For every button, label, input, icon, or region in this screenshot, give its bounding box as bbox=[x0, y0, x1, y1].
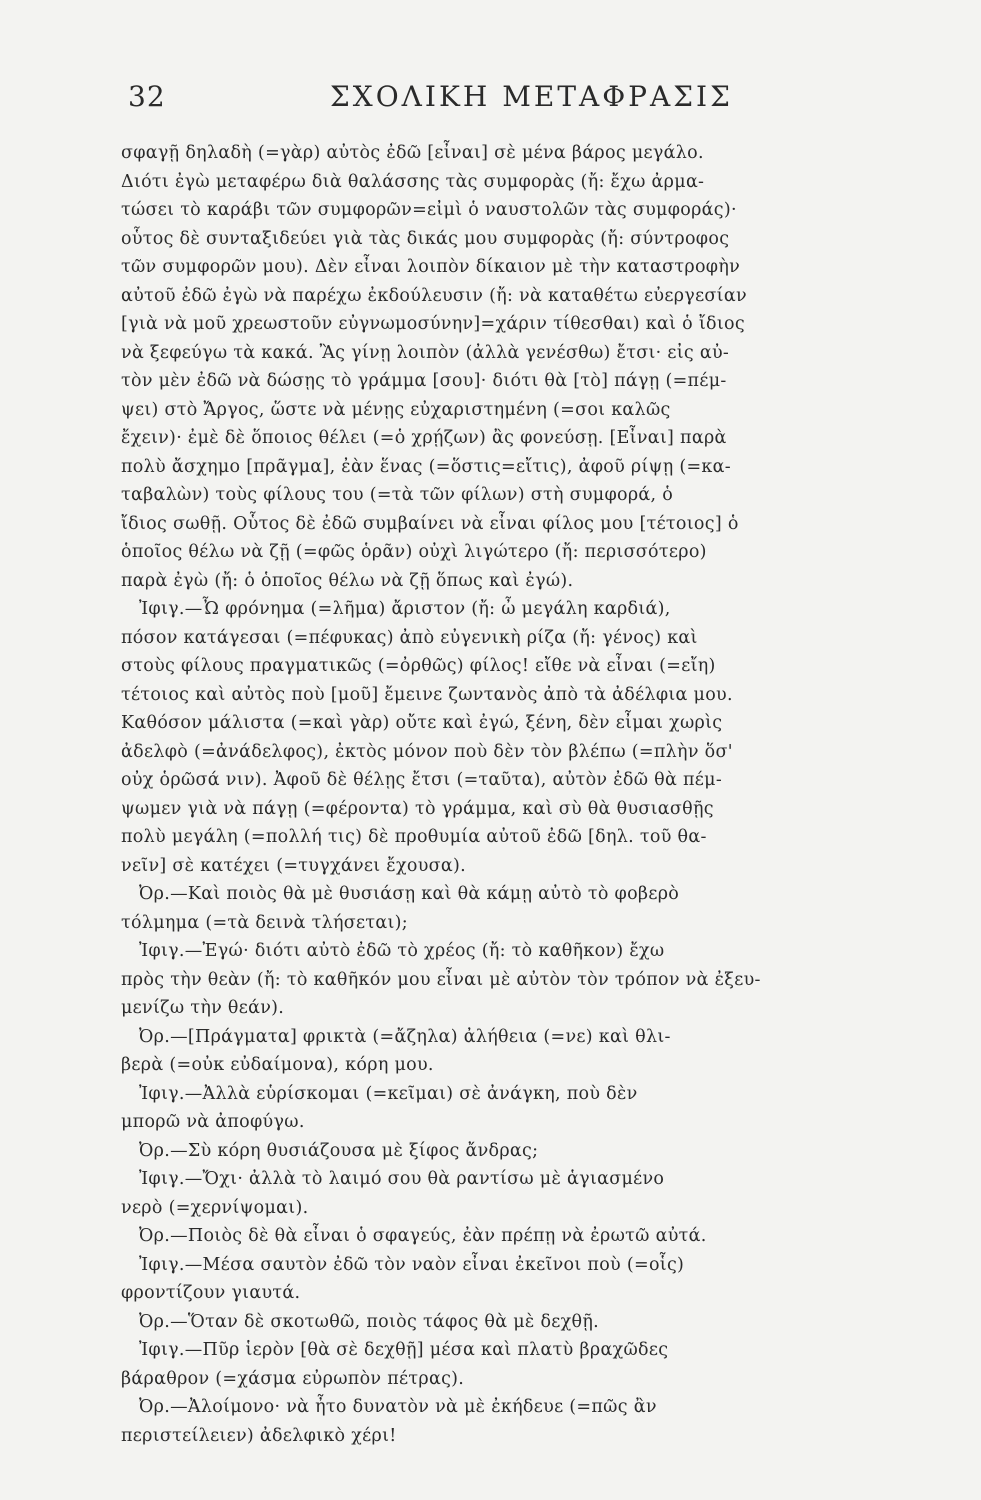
text-line: τόλμημα (=τὰ δεινὰ τλήσεται); bbox=[121, 912, 409, 933]
dialogue-line: Ὀρ.—Ἀλοίμονο· νὰ ἦτο δυνατὸν νὰ μὲ ἐκήδευε (=πῶς ἂν bbox=[139, 1397, 657, 1417]
text-line: ψει) στὸ Ἄργος, ὥστε νὰ μένῃς εὐχαριστημένη (=σοι καλῶς bbox=[121, 399, 671, 420]
text-line: μενίζω τὴν θεάν). bbox=[121, 998, 285, 1018]
running-title: ΣΧΟΛΙΚΗ ΜΕΤΑΦΡΑΣΙΣ bbox=[330, 80, 733, 113]
text-line: βάραθρον (=χάσμα εὐρωπὸν πέτρας). bbox=[121, 1368, 465, 1389]
text-line: τῶν συμφορῶν μου). Δὲν εἶναι λοιπὸν δίκαιον μὲ τὴν καταστροφὴν bbox=[121, 257, 741, 277]
dialogue-line: Ἰφιγ.—Ὦ φρόνημα (=λῆμα) ἄριστον (ἤ: ὦ μεγάλη καρδιά), bbox=[139, 599, 671, 619]
page-header bbox=[0, 80, 981, 120]
text-line: ἀδελφὸ (=ἀνάδελφος), ἐκτὸς μόνον ποὺ δὲν τὸν βλέπω (=πλὴν ὅσ' bbox=[121, 741, 733, 762]
text-line: νὰ ξεφεύγω τὰ κακά. Ἂς γίνῃ λοιπὸν (ἀλλὰ γενέσθω) ἔτσι· εἰς αὐ- bbox=[121, 342, 730, 363]
page-number: 32 bbox=[128, 80, 166, 113]
text-line: τὸν μὲν ἐδῶ νὰ δώσῃς τὸ γράμμα [σου]· διότι θὰ [τὸ] πάγῃ (=πέμ- bbox=[121, 371, 727, 391]
dialogue-line: Ὀρ.—Ὅταν δὲ σκοτωθῶ, ποιὸς τάφος θὰ μὲ δεχθῇ. bbox=[139, 1311, 600, 1332]
text-line: ψωμεν γιὰ νὰ πάγῃ (=φέροντα) τὸ γράμμα, καὶ σὺ θὰ θυσιασθῇς bbox=[121, 798, 714, 819]
text-line: πολὺ ἄσχημο [πρᾶγμα], ἐὰν ἕνας (=ὅστις=εἴτις), ἀφοῦ ρίψῃ (=κα- bbox=[121, 456, 732, 477]
dialogue-line: Ὀρ.—Σὺ κόρη θυσιάζουσα μὲ ξίφος ἄνδρας; bbox=[139, 1140, 539, 1161]
text-line: μπορῶ νὰ ἀποφύγω. bbox=[121, 1112, 305, 1132]
dialogue-line: Ἰφιγ.—Ἐγώ· διότι αὐτὸ ἐδῶ τὸ χρέος (ἤ: τὸ καθῆκον) ἔχω bbox=[139, 941, 665, 961]
text-line: ὁποῖος θέλω νὰ ζῇ (=φῶς ὁρᾶν) οὐχὶ λιγώτερο (ἤ: περισσότερο) bbox=[121, 542, 707, 562]
text-line: ταβαλὼν) τοὺς φίλους του (=τὰ τῶν φίλων) στὴ συμφορά, ὁ bbox=[121, 485, 674, 505]
text-line: νεῖν] σὲ κατέχει (=τυγχάνει ἔχουσα). bbox=[121, 855, 467, 876]
dialogue-line: Ὀρ.—Ποιὸς δὲ θὰ εἶναι ὁ σφαγεύς, ἐὰν πρέπῃ νὰ ἐρωτῶ αὐτά. bbox=[139, 1226, 707, 1246]
text-line: πρὸς τὴν θεὰν (ἤ: τὸ καθῆκόν μου εἶναι μὲ αὐτὸν τὸν τρόπον νὰ ἐξευ- bbox=[121, 969, 761, 990]
dialogue-line: Ἰφιγ.—Μέσα σαυτὸν ἐδῶ τὸν ναὸν εἶναι ἐκεῖνοι ποὺ (=οἷς) bbox=[139, 1254, 685, 1275]
text-line: οὗτος δὲ συνταξιδεύει γιὰ τὰς δικάς μου συμφορὰς (ἤ: σύντροφος bbox=[121, 228, 730, 249]
text-line: σφαγῇ δηλαδὴ (=γὰρ) αὐτὸς ἐδῶ [εἶναι] σὲ μένα βάρος μεγάλο. bbox=[121, 143, 704, 163]
text-line: Καθόσον μάλιστα (=καὶ γὰρ) οὔτε καὶ ἐγώ, ξένη, δὲν εἶμαι χωρὶς bbox=[121, 713, 723, 733]
dialogue-line: Ἰφιγ.—Ἀλλὰ εὑρίσκομαι (=κεῖμαι) σὲ ἀνάγκη, ποὺ δὲν bbox=[139, 1083, 638, 1104]
text-line: Διότι ἐγὼ μεταφέρω διὰ θαλάσσης τὰς συμφορὰς (ἤ: ἔχω ἀρμα- bbox=[121, 171, 705, 192]
dialogue-line: Ὀρ.—[Πράγματα] φρικτὰ (=ἄζηλα) ἀλήθεια (=νε) καὶ θλι- bbox=[139, 1026, 671, 1047]
text-line: αὐτοῦ ἐδῶ ἐγὼ νὰ παρέχω ἐκδούλευσιν (ἤ: νὰ καταθέτω εὐεργεσίαν bbox=[121, 285, 747, 306]
text-line: νερὸ (=χερνίψομαι). bbox=[121, 1197, 309, 1218]
text-line: βερὰ (=οὐκ εὐδαίμονα), κόρη μου. bbox=[121, 1055, 434, 1075]
text-body bbox=[121, 139, 907, 1450]
text-line: οὐχ ὁρῶσά νιν). Ἀφοῦ δὲ θέλῃς ἔτσι (=ταῦτα), αὐτὸν ἐδῶ θὰ πέμ- bbox=[121, 770, 723, 790]
text-line: ἴδιος σωθῇ. Οὗτος δὲ ἐδῶ συμβαίνει νὰ εἶναι φίλος μου [τέτοιος] ὁ bbox=[121, 513, 739, 534]
text-line: [γιὰ νὰ μοῦ χρεωστοῦν εὐγνωμοσύνην]=χάριν τίθεσθαι) καὶ ὁ ἴδιος bbox=[121, 314, 745, 334]
text-line: πόσον κατάγεσαι (=πέφυκας) ἀπὸ εὐγενικὴ ρίζα (ἤ: γένος) καὶ bbox=[121, 627, 698, 648]
text-line: περιστείλειεν) ἀδελφικὸ χέρι! bbox=[121, 1425, 397, 1446]
text-line: τέτοιος καὶ αὐτὸς ποὺ [μοῦ] ἔμεινε ζωντανὸς ἀπὸ τὰ ἀδέλφια μου. bbox=[121, 684, 733, 705]
text-line: στοὺς φίλους πραγματικῶς (=ὀρθῶς) φίλος! εἴθε νὰ εἶναι (=εἴη) bbox=[121, 656, 716, 676]
text-line: φροντίζουν γιαυτά. bbox=[121, 1283, 301, 1303]
dialogue-line: Ἰφιγ.—Ὄχι· ἀλλὰ τὸ λαιμό σου θὰ ραντίσω μὲ ἁγιασμένο bbox=[139, 1169, 665, 1189]
text-line: τώσει τὸ καράβι τῶν συμφορῶν=εἰμὶ ὁ ναυστολῶν τὰς συμφοράς)· bbox=[121, 200, 737, 220]
text-line: παρὰ ἐγὼ (ἤ: ὁ ὁποῖος θέλω νὰ ζῇ ὅπως καὶ ἐγώ). bbox=[121, 570, 574, 591]
dialogue-line: Ἰφιγ.—Πῦρ ἱερὸν [θὰ σὲ δεχθῇ] μέσα καὶ πλατὺ βραχῶδες bbox=[139, 1340, 669, 1360]
text-line: ἔχειν)· ἐμὲ δὲ ὅποιος θέλει (=ὁ χρῄζων) ἂς φονεύσῃ. [Εἶναι] παρὰ bbox=[121, 428, 727, 448]
dialogue-line: Ὀρ.—Καὶ ποιὸς θὰ μὲ θυσιάσῃ καὶ θὰ κάμῃ αὐτὸ τὸ φοβερὸ bbox=[139, 884, 680, 904]
text-line: πολὺ μεγάλη (=πολλή τις) δὲ προθυμία αὐτοῦ ἐδῶ [δηλ. τοῦ θα- bbox=[121, 827, 707, 847]
